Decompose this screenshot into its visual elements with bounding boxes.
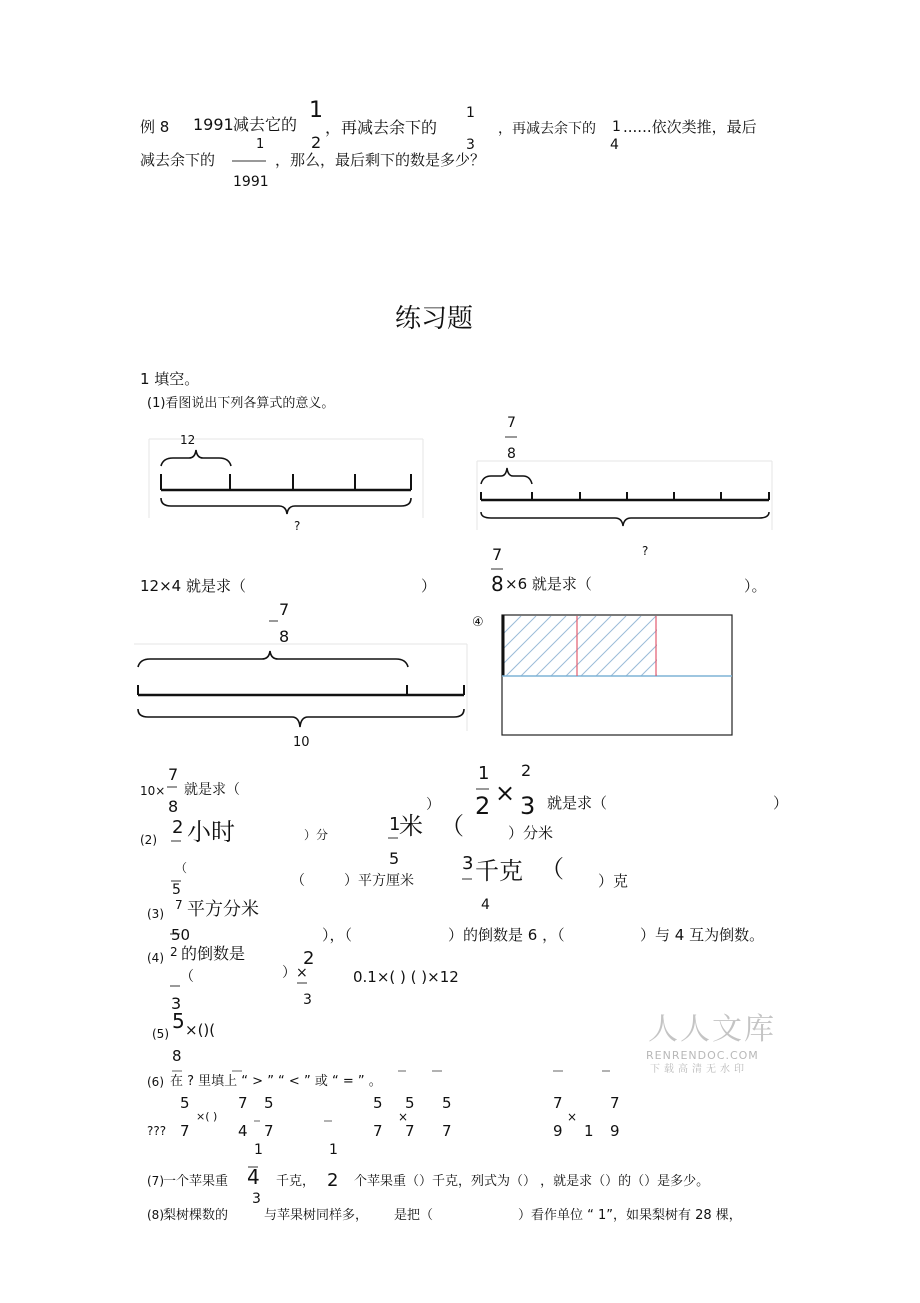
q6-r2-7: 1 [584,1122,594,1140]
segment-diagram-1 [149,438,424,520]
watermark-logo-en: RENRENDOC.COM [646,1049,759,1062]
q4-label: (4) [147,951,164,965]
q8-text2: 与苹果树同样多， [264,1208,369,1223]
q2-b-denominator: 5 [389,849,400,868]
area-model-diagram [501,614,733,736]
diagram2-top-denominator: 8 [507,446,516,462]
example-text-minus: 减去它的 [233,115,298,134]
frac-third-numerator: 1 [466,105,475,121]
q7-text2: 千克， [276,1174,316,1189]
frac-third-denominator: 3 [466,137,475,153]
q6-op-a: ×( ) [196,1110,218,1123]
diagram4-label: ④ [472,615,484,630]
diagram3-frac-bar [269,620,279,622]
watermark-subtitle: 下载高清无水印 [650,1064,748,1075]
watermark-logo-cn: 人人文库 [648,1012,776,1047]
q4-f-numerator: 2 [303,948,315,969]
q2-a-blank: ）分 [304,828,329,842]
q8-text1: 梨树棵数的 [163,1208,229,1223]
q8-label: (8) [147,1208,164,1222]
frac-last-denominator: 1991 [233,174,269,190]
expr4-close: ） [773,794,789,812]
example-line2-a: 减去余下的 [140,151,216,169]
example-line2-b: ，那么，最后剩下的数是多少？ [275,151,486,169]
diagram3-bottom-label: 10 [293,735,310,750]
expr3-denominator: 8 [168,797,179,816]
expr2-numerator: 7 [492,545,503,564]
expr2-text: ×6 就是求（ [505,575,592,593]
q5-denominator: 8 [172,1047,182,1065]
diagram2-frac-bar [505,436,519,438]
q2-b-numerator: 1 [389,814,401,835]
q2-d-unit: 千克 [475,857,523,885]
q2-b-open: （ [440,812,464,840]
q6-r1-5: 5 [442,1094,452,1112]
frac-quarter-numerator: 1 [612,119,621,135]
q1-sub1: (1)看图说出下列各算式的意义。 [147,396,335,411]
example-label: 例 8 [140,118,170,136]
q3-rest1: ），（ [322,926,353,944]
example-year: 1991 [193,115,234,134]
example-text-then: ，再减去余下的 [325,118,438,137]
expr4-text: 就是求（ [547,794,608,812]
q3-unit: 平方分米 [187,899,259,920]
q6-r1-3: 5 [373,1094,383,1112]
expr1-close: ） [421,577,437,595]
q8-text3: 是把（ [394,1208,434,1223]
q4-frac-bar [170,985,182,987]
q6-op-times-1: × [398,1110,409,1124]
q2-b-blank: ）分米 [508,824,554,842]
q2-d-denominator: 4 [481,897,490,913]
q7-text3: 个苹果重（）千克，列式为（） ，就是求（）的（）是多少。 [354,1174,710,1189]
diagram2-question: ? [642,544,649,558]
expr4-a-frac-bar [476,788,490,790]
q7-denominator: 4 [247,1165,260,1189]
q7-numerator: 1 [254,1142,263,1158]
q2-a-unit: 小时 [187,818,235,846]
expr4-a-denominator: 2 [475,792,491,820]
q6-r2-6: 9 [553,1122,563,1140]
q2-c-denominator: 5 [172,882,181,898]
q6-r2-5: 7 [442,1122,452,1140]
q3-rest2: ）的倒数是 6 ，（ [448,926,565,944]
q5-text: ×()( [185,1021,216,1039]
q8-text4: ）看作单位 “ 1”，如果梨树有 28 棵， [518,1208,742,1223]
q5-numerator: 5 [172,1009,185,1033]
expr3-text: 就是求（ [184,782,240,798]
expr4-a-numerator: 1 [478,763,490,784]
expr1-text: 12×4 就是求（ [140,577,246,595]
q3-denominator: 50 [171,926,191,944]
expr3-frac-bar [167,786,179,788]
q4-f-denominator: 3 [303,992,312,1008]
q1-heading: 1 填空。 [140,370,200,388]
expr4-times: × [495,779,516,807]
q7-numerator-2: 1 [329,1142,338,1158]
q2-c-blank: （ [291,873,305,889]
diagram3-top-denominator: 8 [279,627,290,646]
frac-last-bar [232,160,268,162]
q4-denominator: 3 [171,994,182,1013]
q2-label: (2) [140,833,157,847]
expr2-close: ）。 [744,577,767,595]
expr2-frac-bar [491,568,505,570]
q2-c-open: （ [175,861,188,875]
q3-rest3: ）与 4 互为倒数。 [640,926,765,944]
frac-quarter-denominator: 4 [610,137,619,153]
q4-text: 的倒数是 [181,944,246,963]
q6-r2-2: 7 [264,1122,274,1140]
q4-numerator: 2 [170,945,178,959]
q3-numerator: 7 [175,898,183,912]
q2-d-open: （ [540,855,564,883]
diagram1-question: ? [294,519,301,533]
expr3-close: ） [426,797,440,813]
q2-a-numerator: 2 [172,817,184,838]
q6-r1-4: 5 [405,1094,415,1112]
q2-b-unit: 米 [399,812,423,840]
diagram2-top-numerator: 7 [507,415,516,431]
q6-op-times-2: × [567,1110,578,1124]
expr3-numerator: 7 [168,765,179,784]
q7-count: 2 [327,1170,339,1191]
diagram3-top-numerator: 7 [279,600,290,619]
segment-diagram-2 [477,460,773,532]
q2-a-frac-bar [171,840,183,842]
example-text-then2: ，再减去余下的 [498,121,596,137]
diagram1-top-label: 12 [180,433,196,447]
q6-r2-4: 7 [405,1122,415,1140]
page-title: 练习题 [395,304,474,334]
example-text-etc: ......依次类推，最后 [623,118,757,136]
q6-r1-7: 7 [610,1094,620,1112]
q2-d-numerator: 3 [462,853,474,874]
q6-r1-0: 5 [180,1094,190,1112]
q6-r2-1: 4 [238,1122,248,1140]
q4-f-frac-bar [297,982,309,984]
expr4-b-numerator: 2 [521,761,532,780]
expr4-b-denominator: 3 [520,792,536,820]
q4-open: （ [180,969,194,985]
q5-label: (5) [152,1027,169,1041]
q4-close: ）× [282,965,308,981]
q2-d-blank: ）克 [598,872,629,890]
frac-half-numerator: 1 [309,98,323,123]
segment-diagram-3 [134,643,468,733]
q6-r2-3: 7 [373,1122,383,1140]
frac-last-numerator: 1 [256,137,265,152]
frac-half-denominator: 2 [311,133,322,152]
q6-r1-2: 5 [264,1094,274,1112]
q7-text1: 一个苹果重 [163,1174,229,1189]
q7-label: (7) [147,1174,164,1188]
q6-pre: ??? [147,1124,167,1138]
q6-text: 在 ? 里填上 “ > ” “ < ” 或 “ = ” 。 [170,1074,382,1089]
expr2-denominator: 8 [491,572,504,596]
q6-label: (6) [147,1075,164,1089]
q2-d-frac-bar [462,878,474,880]
q7-extra: 3 [252,1191,261,1207]
q6-r1-6: 7 [553,1094,563,1112]
q3-label: (3) [147,907,164,921]
expr3-prefix: 10× [140,784,166,798]
q2-c-unit: ）平方厘米 [344,873,414,889]
q4-equation: 0.1×( ) ( )×12 [353,968,459,986]
q6-r2-8: 9 [610,1122,620,1140]
q6-r2-0: 7 [180,1122,190,1140]
q6-r1-1: 7 [238,1094,248,1112]
